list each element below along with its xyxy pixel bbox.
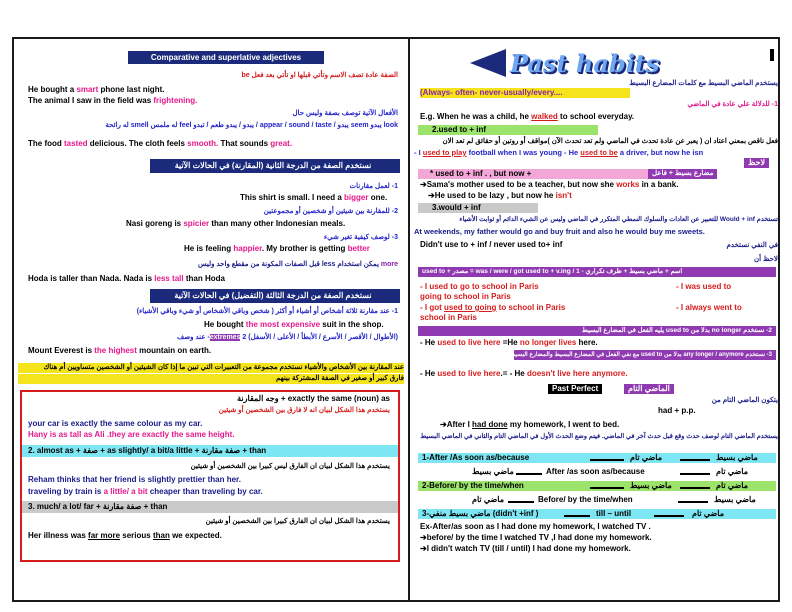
right-column (414, 39, 778, 600)
superlative-banner: نستخدم الصفة من الدرجة الثالثة (التفضيل) في الحالات الآتية (150, 289, 400, 303)
past-perfect-form-label: يتكون الماضي التام من (711, 397, 778, 404)
negative-label: في النفي نستخدم (726, 242, 778, 249)
comparative-banner: نستخدم الصفة من الدرجة الثانية (المقارنة) في الحالات الآتية (150, 159, 400, 173)
past-perfect-example: ➔After I had done my homework, I went to bed. (440, 420, 620, 429)
timeline-2-row: 2-Before/ by the time/when (418, 481, 776, 491)
timeline-3-example-1: Ex-After/as soon as I had done my homework, I watched TV . (420, 522, 651, 531)
would-example: At weekends, my father would go and buy fruit and also he would buy me sweets. (414, 227, 705, 236)
no-longer-rule: 2- نستخدم no longer بدلا من used to يليه الفعل في المضارع البسيط (418, 326, 776, 336)
used-to-rule-table: used to + مصدر = was / were / got used to + v.ing / اسم + ماضي بسيط + ظرف تكراري - 1 (418, 267, 776, 277)
expression-2-example-2: traveling by train is a little/ a bit cheaper than traveling by car. (28, 487, 263, 496)
rule-intro: الصفة عادة تصف الاسم وتأتي قبلها او تأتي بعد فعل be (241, 72, 398, 79)
worksheet-page (12, 37, 780, 602)
expression-1-title: exactly the same (noun) as + وجه المقارنة (237, 394, 390, 403)
expression-1-rule: يستخدم هذا الشكل لبيان انه لا فارق بين الشخصين أو شيئين (218, 407, 390, 414)
example-less-tall: Hoda is taller than Nada. Nada is less tall than Hoda (28, 274, 225, 283)
timeline-2-arrow-a (590, 487, 624, 489)
compare-note-1: عند المقارنة بين الأشخاص والأشياء نستخدم مجموعة من التعبيرات التي تبين ما إذا كان الشيئين أو الشخصين متساويين أم هناك (18, 363, 404, 373)
timeline-1-c: ماضي بسيط (472, 467, 514, 476)
timeline-1-d: After /as soon as/because (546, 467, 645, 476)
but-now-example-2: ➔He used to be lazy , but now he isn't (428, 191, 572, 200)
expression-2-rule: يستخدم هذا الشكل لبيان ان الفارق ليس كبيرا بين الشخصين أو شيئين (190, 463, 390, 470)
timeline-2-arrow-b (680, 487, 710, 489)
would-header: 3.would + inf (418, 203, 538, 213)
timeline-3-arrow-b (654, 515, 684, 517)
but-now-header: * used to + inf . , but now + (418, 169, 648, 179)
past-perfect-label: الماضي التام (624, 384, 674, 394)
less-rule: more يمكن استخدام less قبل الصفات المكونة من مقطع واحد وليس (198, 261, 398, 268)
expression-2-example-1: Reham thinks that her friend is slightly prettier than her. (28, 475, 241, 484)
past-habits-title: Past habits (510, 49, 660, 78)
timeline-3-mid: till – until (596, 509, 632, 518)
past-perfect-rule: يستخدم الماضي التام لوصف حدث وقع قبل حدث آخر في الماضي. فيتم وضع الحدث الأول في الماضي التام والثاني في الماضي البسيط (420, 433, 778, 440)
comparative-use-2: 2- للمقارنة بين شيئين أو شخصين أو مجموعتين (263, 208, 398, 215)
arrow-icon: ➔ (420, 533, 427, 542)
used-to-rule: فعل ناقص بمعني اعتاد ان ( يعبر عن عادة تحدث في الماضي ولم تعد تحدث الآن )مواقف أو روتين أو حقائق لم تعد الان (442, 138, 778, 145)
but-now-example-1: ➔Sama's mother used to be a teacher, but now she works in a bank. (420, 180, 679, 189)
example-most-expensive: He bought the most expensive suit in the shop. (204, 320, 384, 329)
table-row-2-cont: school in Paris (420, 313, 477, 322)
timeline-2-arrow-d (678, 501, 708, 503)
expression-2-title: 2. almost as + صفة + as slightly/ a bit/a little + صفة مقارنة + than (22, 445, 398, 457)
example-smart: He bought a smart phone last night. (28, 85, 165, 94)
example-frightening: The animal I saw in the field was frightening. (28, 96, 198, 105)
expression-1-example-1: your car is exactly the same colour as my car. (28, 419, 203, 428)
expression-3-example: Her illness was far more serious than we expected. (28, 531, 222, 540)
example-spicier: Nasi goreng is spicier than many other Indonesian meals. (126, 219, 346, 228)
habit-rule: 1- للدلالة علي عادة في الماضي (687, 101, 778, 108)
verbs-list: look يبدو seem يبدو / appear / sound / taste / يبدو / يبدو طعم / تبدو feel له ملمس smell له رائحة (105, 122, 398, 129)
used-to-example: - I used to play football when I was young - He used to be a driver, but now he isn (414, 148, 704, 157)
example-sensory: The food tasted delicious. The cloth feels smooth. That sounds great. (28, 139, 293, 148)
expression-1-example-2: Hany is as tall as Ali .they are exactly the same height. (28, 430, 235, 439)
arrow-icon: ➔ (428, 191, 435, 200)
verbs-rule: الأفعال الآتية توصف بصفة وليس حال (292, 110, 398, 117)
timeline-3-example-2: ➔before/ by the time I watched TV ,I had done my homework. (420, 533, 652, 542)
anymore-example: - He used to live here.= - He doesn't live here anymore. (420, 369, 628, 378)
past-perfect-header: Past Perfect (548, 384, 602, 394)
negative-header: Didn't use to + inf / never used to+ inf (420, 240, 563, 249)
timeline-1-arrow-c (516, 473, 542, 475)
timeline-3-end: ماضي تام (692, 509, 725, 518)
timeline-1-arrow-d (680, 473, 710, 475)
table-row-1-right: - I was used to (676, 282, 732, 291)
compare-note-2: فارق كبير أو صغير في الصفة المشتركة بينهم (18, 374, 404, 384)
superlative-use-2: (الأطوال / الأقصر / الأسرع / الأبطأ / الأعلى / الأسفل) extremes 2- عند وصف (176, 334, 398, 341)
comparative-header: Comparative and superlative adjectives (128, 51, 324, 64)
table-row-1-left: - I used to go to school in Paris (420, 282, 539, 291)
title-triangle-decoration (470, 49, 506, 77)
past-perfect-form: had + p.p. (658, 406, 696, 415)
expression-3-title: 3. much/ a lot/ far + صفة مقارنة + than (22, 501, 398, 513)
timeline-3-example-3: ➔I didn't watch TV (till / until) I had done my homework. (420, 544, 631, 553)
anymore-rule: 3- نستخدم any longer / anymore بدلا من used to مع نفي الفعل في المضارع البسيط والمضارع البسيط في نهاية الجملة (514, 350, 776, 360)
column-divider (408, 39, 410, 600)
timeline-1-a: ماضي تام (630, 453, 663, 462)
timeline-2-e: ماضي بسيط (714, 495, 756, 504)
expression-3-rule: يستخدم هذا الشكل لبيان ان الفارق كبيرا بين الشخصين أو شيئين (205, 518, 390, 525)
table-row-1-cont: going to school in Paris (420, 292, 511, 301)
adverbs-list: (Always- often- never-usually/every.... (420, 88, 630, 98)
example-highest: Mount Everest is the highest mountain on earth. (28, 346, 212, 355)
timeline-1-arrow-b (680, 459, 710, 461)
no-longer-example: - He used to live here =He no longer lives here. (420, 338, 598, 347)
superlative-use-1: 1- عند مقارنة ثلاثة أشخاص أو أشياء أو أكثر ( شخص وباقي الأشخاص أو شيء وباقي الأشياء) (136, 308, 398, 315)
left-column (18, 39, 404, 600)
but-now-formula: مضارع بسيط + فاعل (648, 169, 717, 179)
comparative-use-1: 1- لعمل مقارنات (349, 183, 398, 190)
timeline-2-c: ماضي تام (472, 495, 505, 504)
note-heading: لاحظ أن (754, 256, 778, 263)
intro-rule: يستخدم الماضي البسيط مع كلمات المضارع البسيط (629, 80, 778, 87)
arrow-icon: ➔ (440, 420, 447, 429)
timeline-2-a: ماضي بسيط (630, 481, 672, 490)
timeline-1-arrow-a (590, 459, 624, 461)
timeline-2-arrow-c (508, 501, 534, 503)
arrow-icon: ➔ (420, 180, 427, 189)
timeline-1-row: 1-After /As soon as/because (418, 453, 776, 463)
timeline-1-e: ماضي تام (716, 467, 749, 476)
table-row-2-right: - I always went to (676, 303, 742, 312)
example-bigger: This shirt is small. I need a bigger one. (240, 193, 388, 202)
table-row-2-left: - I got used to going to school in Paris (420, 303, 566, 312)
comparative-use-3: 3- لوصف كيفية تغير شيء (323, 234, 398, 241)
would-rule: تستخدم Would + inf للتعبير عن العادات والسلوك النمطي المتكرر في الماضي وليس عن الشيء الدائم أو ثوابت الأشياء (459, 216, 778, 223)
walked-example: E.g. When he was a child, he walked to school everyday. (420, 112, 635, 121)
timeline-2-b: ماضي تام (716, 481, 749, 490)
arrow-icon: ➔ (420, 544, 427, 553)
note-label: لاحظ (744, 158, 769, 168)
timeline-3-arrow-a (564, 515, 590, 517)
timeline-2-d: Before/ by the time/when (538, 495, 633, 504)
used-to-header: 2.used to + inf (418, 125, 598, 135)
timeline-1-b: ماضي بسيط (716, 453, 758, 462)
example-happier: He is feeling happier. My brother is getting better (184, 244, 370, 253)
title-bar-decoration (770, 49, 774, 61)
timeline-3-row: 3-ماضي بسيط منفي (didn't +inf ) (418, 509, 776, 519)
